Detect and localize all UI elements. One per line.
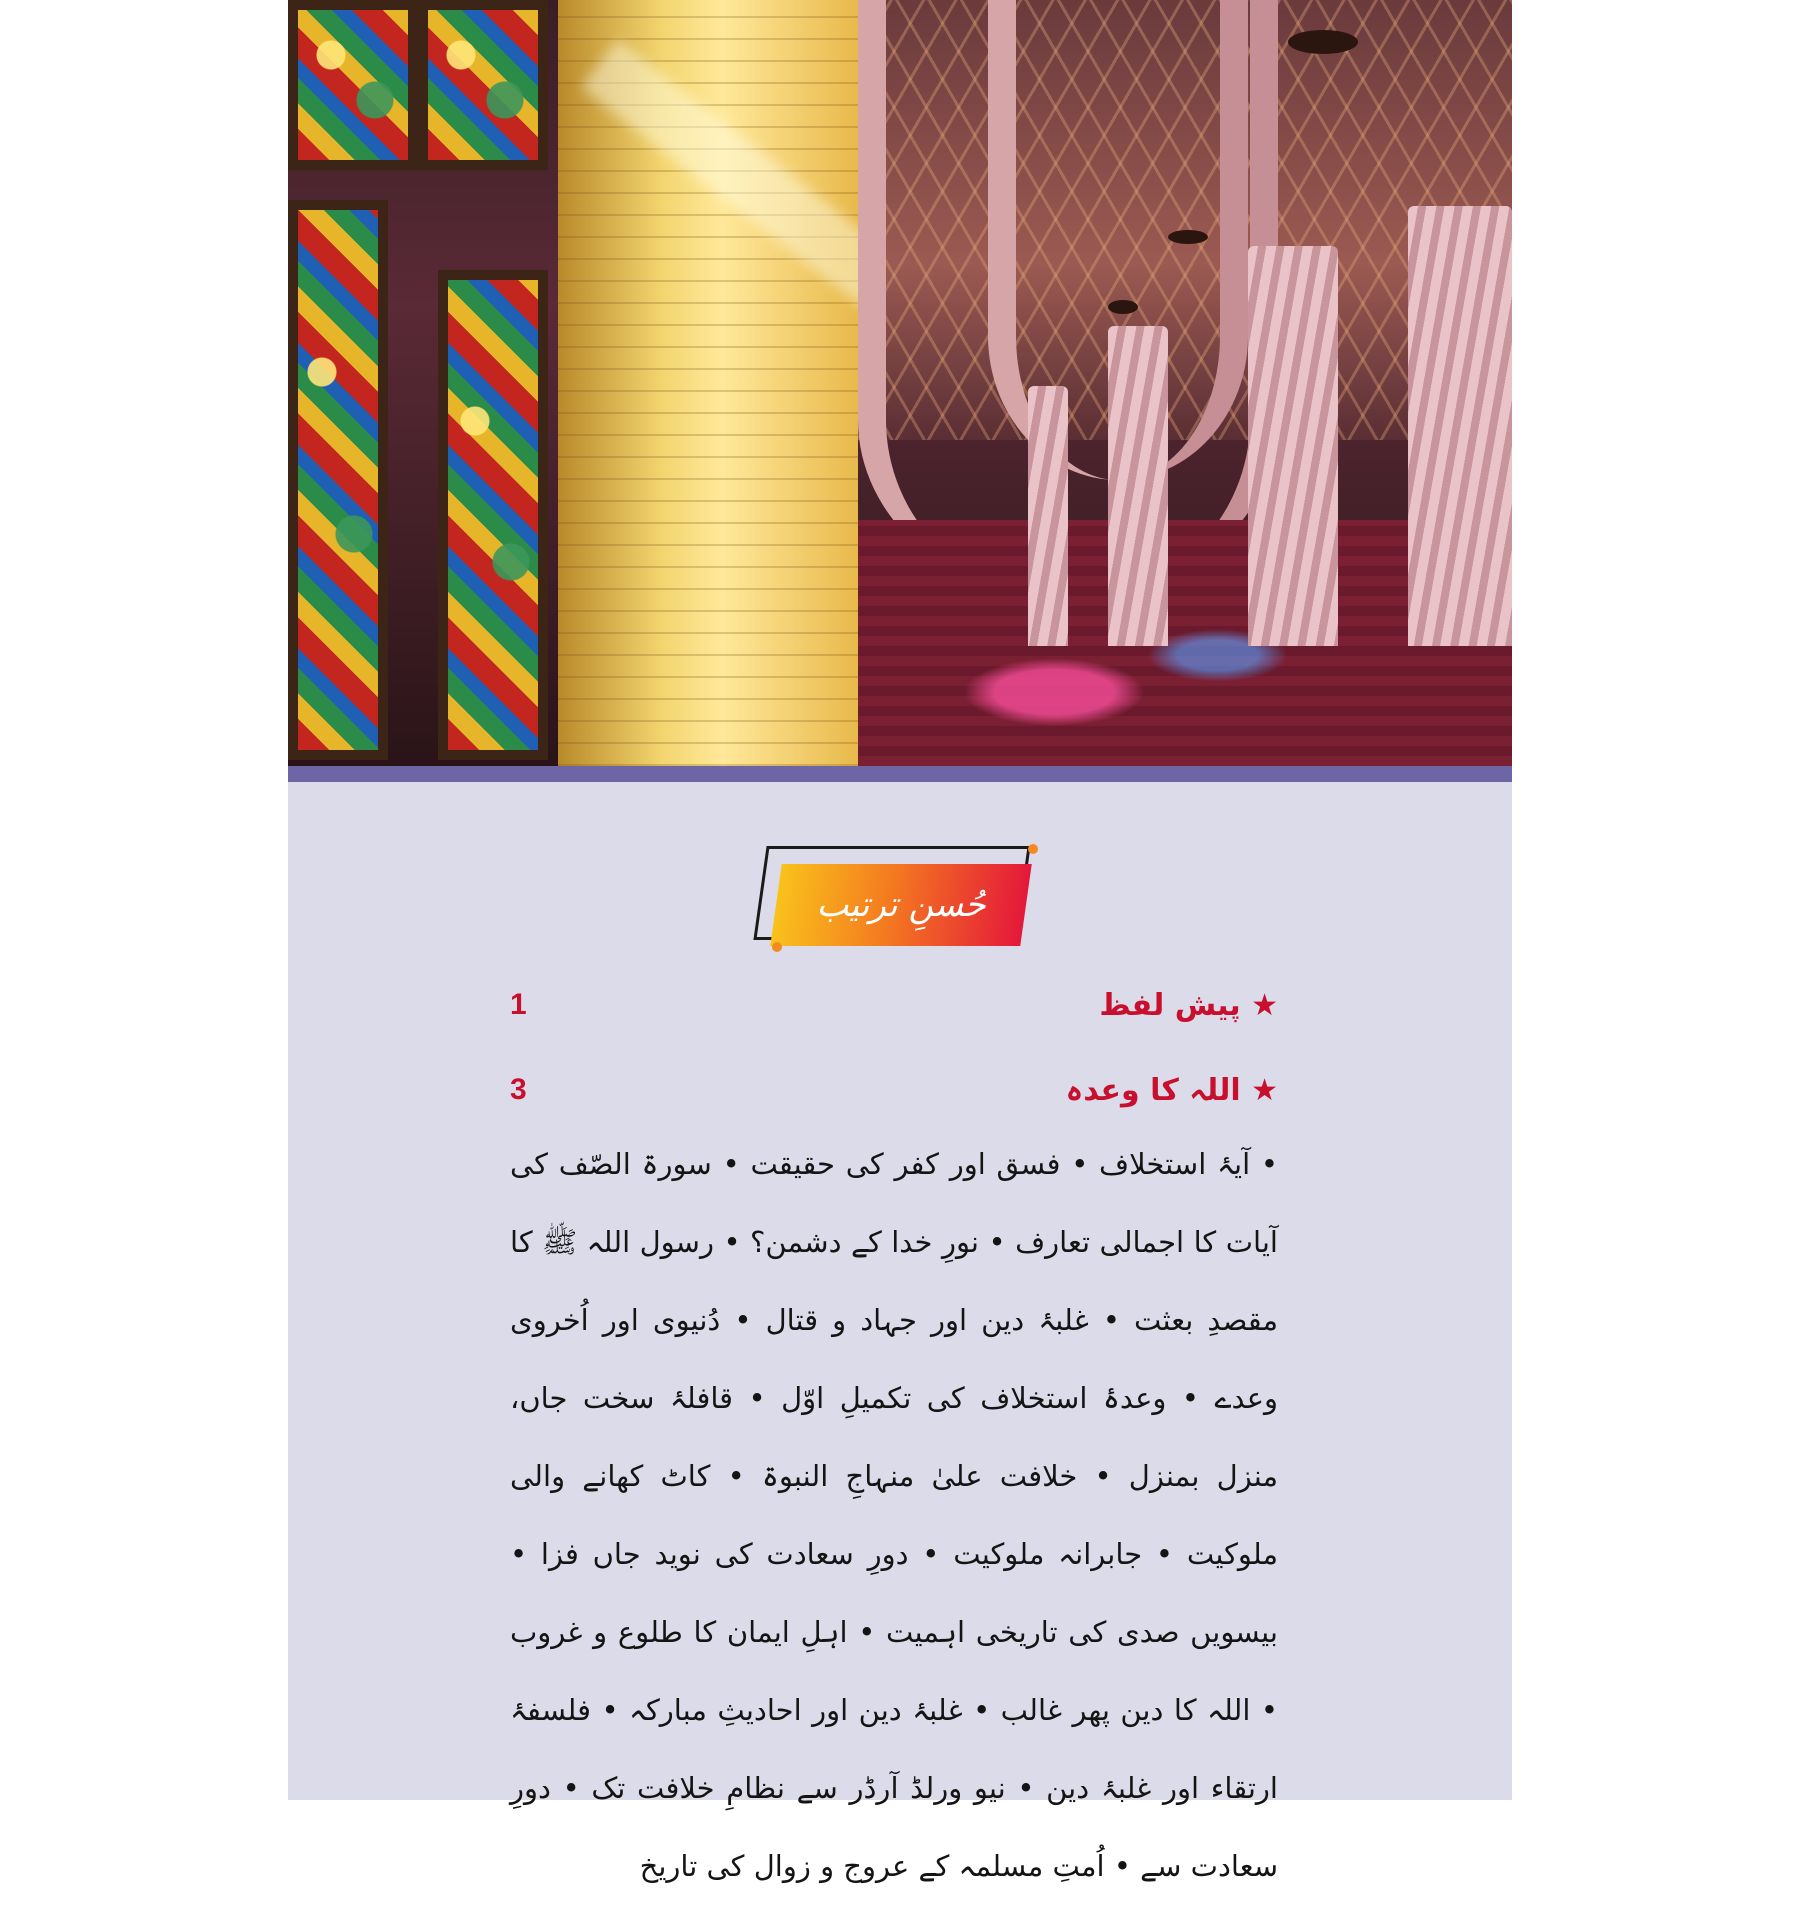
- column: [1408, 206, 1512, 646]
- topics-paragraph: • آیۂ استخلاف • فسق اور کفر کی حقیقت • سورۃ الصّف کی آیات کا اجمالی تعارف • نورِ خدا کے دشمن؟ • رسول اللہ ﷺ کا مقصدِ بعثت • غلبۂ دین اور جہاد و قتال • دُنیوی اور اُخروی وعدے • وعدۂ استخلاف کی تکمیلِ اوّل • قافلۂ سخت جاں، منزل بمنزل • خلافت علیٰ منہاجِ النبوۃ • کاٹ کھانے والی ملوکیت • جابرانہ ملوکیت • دورِ سعادت کی نوید جاں فزا • بیسویں صدی کی تاریخی اہمیت • اہلِ ایمان کا طلوع و غروب • اللہ کا دین پھر غالب • غلبۂ دین اور احادیثِ مبارکہ • فلسفۂ ارتقاء اور غلبۂ دین • نیو ورلڈ آرڈر سے نظامِ خلافت تک • دورِ سعادت سے • اُمتِ مسلمہ کے عروج و زوال کی تاریخ: [510, 1147, 1278, 1883]
- page-title: حُسنِ ترتیب: [816, 885, 986, 925]
- column: [1028, 386, 1068, 646]
- hanging-lamp: [1168, 230, 1208, 244]
- column: [1108, 326, 1168, 646]
- column: [1248, 246, 1338, 646]
- divider-band: [288, 766, 1512, 782]
- stained-glass-window: [418, 0, 548, 170]
- stained-glass-window: [288, 200, 388, 760]
- book-page: [288, 0, 1512, 1883]
- mosque-interior-photo: [288, 0, 1512, 766]
- toc-entry-heading: ★ اللہ کا وعدہ: [1065, 1072, 1278, 1108]
- toc-entry-page-number: 3: [510, 1073, 527, 1106]
- title-badge: [750, 840, 1050, 960]
- toc-entry-page-number: 1: [510, 988, 527, 1021]
- toc-entry: [510, 975, 1278, 1035]
- hanging-lamp: [1108, 300, 1138, 314]
- stained-glass-window: [288, 0, 418, 170]
- toc-entry-heading: ★ پیش لفظ: [1099, 987, 1278, 1023]
- badge-dot: [1028, 844, 1038, 854]
- hanging-lamp: [1288, 30, 1358, 54]
- stained-glass-window: [438, 270, 548, 760]
- toc-entry: [510, 1060, 1278, 1120]
